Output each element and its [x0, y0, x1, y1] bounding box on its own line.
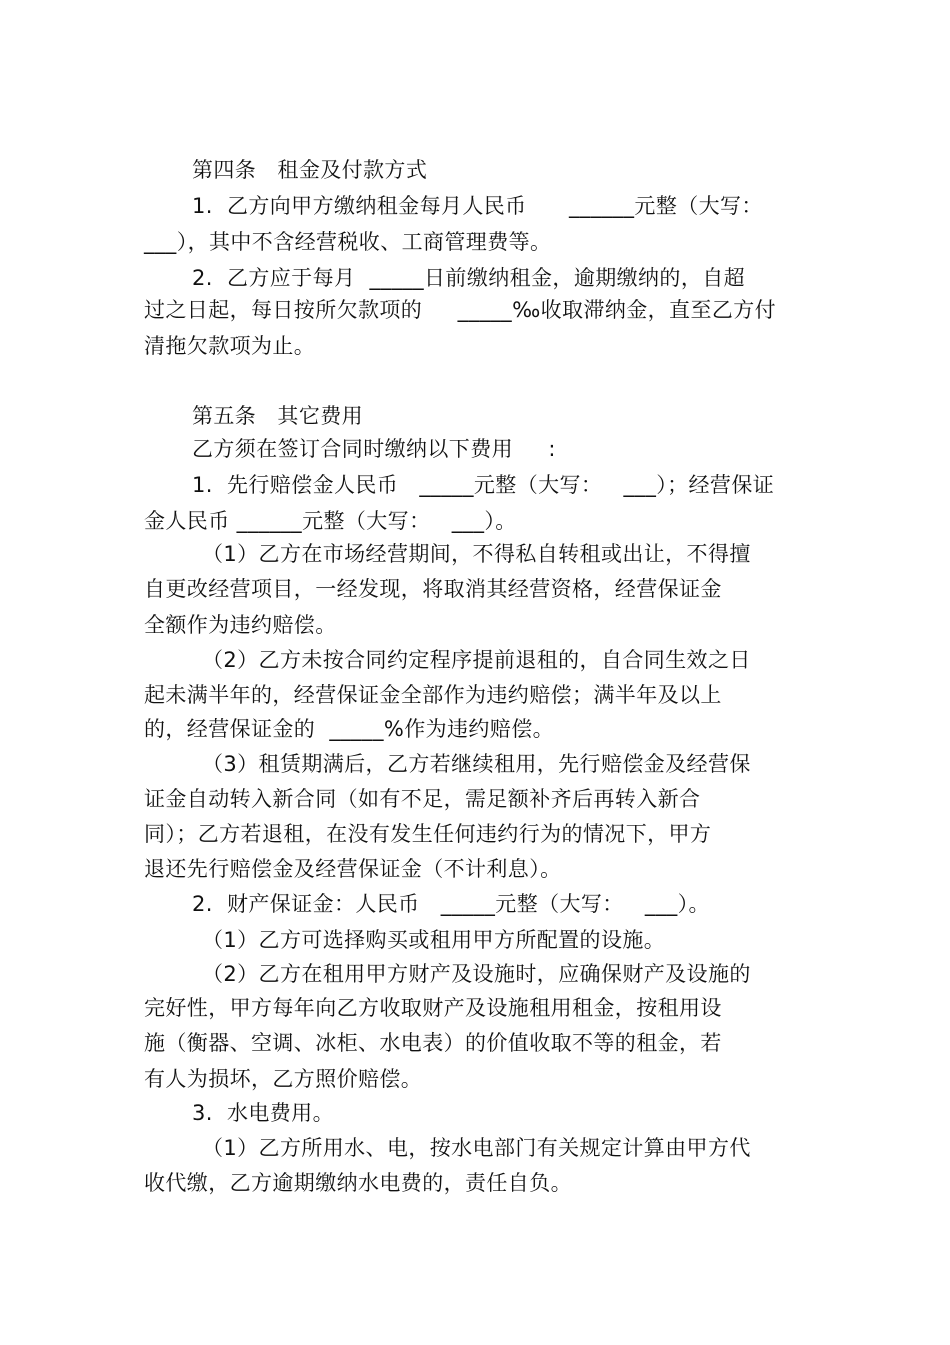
paragraph-line: （2）乙方在租用甲方财产及设施时，应确保财产及设施的: [202, 962, 751, 986]
paragraph-line: 过之日起，每日按所欠款项的 _____‰收取滞纳金，直至乙方付: [144, 298, 777, 322]
paragraph-line: 1. 先行赔偿金人民币 _____元整（大写： ___）；经营保证: [192, 473, 775, 497]
paragraph-line: （3）租赁期满后，乙方若继续租用，先行赔偿金及经营保: [202, 752, 751, 776]
section-heading-article-5: 第五条 其它费用: [192, 404, 364, 428]
paragraph-line: 1. 乙方向甲方缴纳租金每月人民币 ______元整（大写：: [192, 194, 763, 218]
paragraph-line: 金人民币 ______元整（大写： ___）。: [144, 509, 517, 533]
paragraph-line: 起未满半年的，经营保证金全部作为违约赔偿；满半年及以上: [144, 683, 722, 707]
paragraph-line: （1）乙方在市场经营期间，不得私自转租或出让，不得擅: [202, 542, 751, 566]
paragraph-line: 2. 财产保证金：人民币 _____元整（大写： ___）。: [192, 892, 710, 916]
paragraph-line: 收代缴，乙方逾期缴纳水电费的，责任自负。: [144, 1171, 572, 1195]
paragraph-line: 2. 乙方应于每月 _____日前缴纳租金，逾期缴纳的，自超: [192, 266, 746, 290]
paragraph-line: （2）乙方未按合同约定程序提前退租的，自合同生效之日: [202, 648, 751, 672]
paragraph-line: （1）乙方所用水、电，按水电部门有关规定计算由甲方代: [202, 1136, 751, 1160]
paragraph-line: 清拖欠款项为止。: [144, 334, 316, 358]
paragraph-line: 全额作为违约赔偿。: [144, 613, 337, 637]
paragraph-line: （1）乙方可选择购买或租用甲方所配置的设施。: [202, 928, 666, 952]
paragraph-line: 自更改经营项目，一经发现，将取消其经营资格，经营保证金: [144, 577, 722, 601]
section-heading-article-4: 第四条 租金及付款方式: [192, 158, 428, 182]
paragraph-line: ___），其中不含经营税收、工商管理费等。: [144, 230, 552, 254]
paragraph-line: 的，经营保证金的 _____%作为违约赔偿。: [144, 717, 555, 741]
paragraph-line: 同）；乙方若退租，在没有发生任何违约行为的情况下，甲方: [144, 822, 712, 846]
paragraph-line: 有人为损坏，乙方照价赔偿。: [144, 1067, 423, 1091]
paragraph-line: 退还先行赔偿金及经营保证金（不计利息）。: [144, 857, 562, 881]
paragraph-line: 证金自动转入新合同（如有不足，需足额补齐后再转入新合: [144, 787, 701, 811]
paragraph-line: 完好性，甲方每年向乙方收取财产及设施租用租金，按租用设: [144, 996, 722, 1020]
paragraph-line: 3. 水电费用。: [192, 1101, 334, 1125]
paragraph-line: 施（衡器、空调、冰柜、水电表）的价值收取不等的租金，若: [144, 1031, 722, 1055]
paragraph-line: 乙方须在签订合同时缴纳以下费用 :: [192, 437, 556, 461]
